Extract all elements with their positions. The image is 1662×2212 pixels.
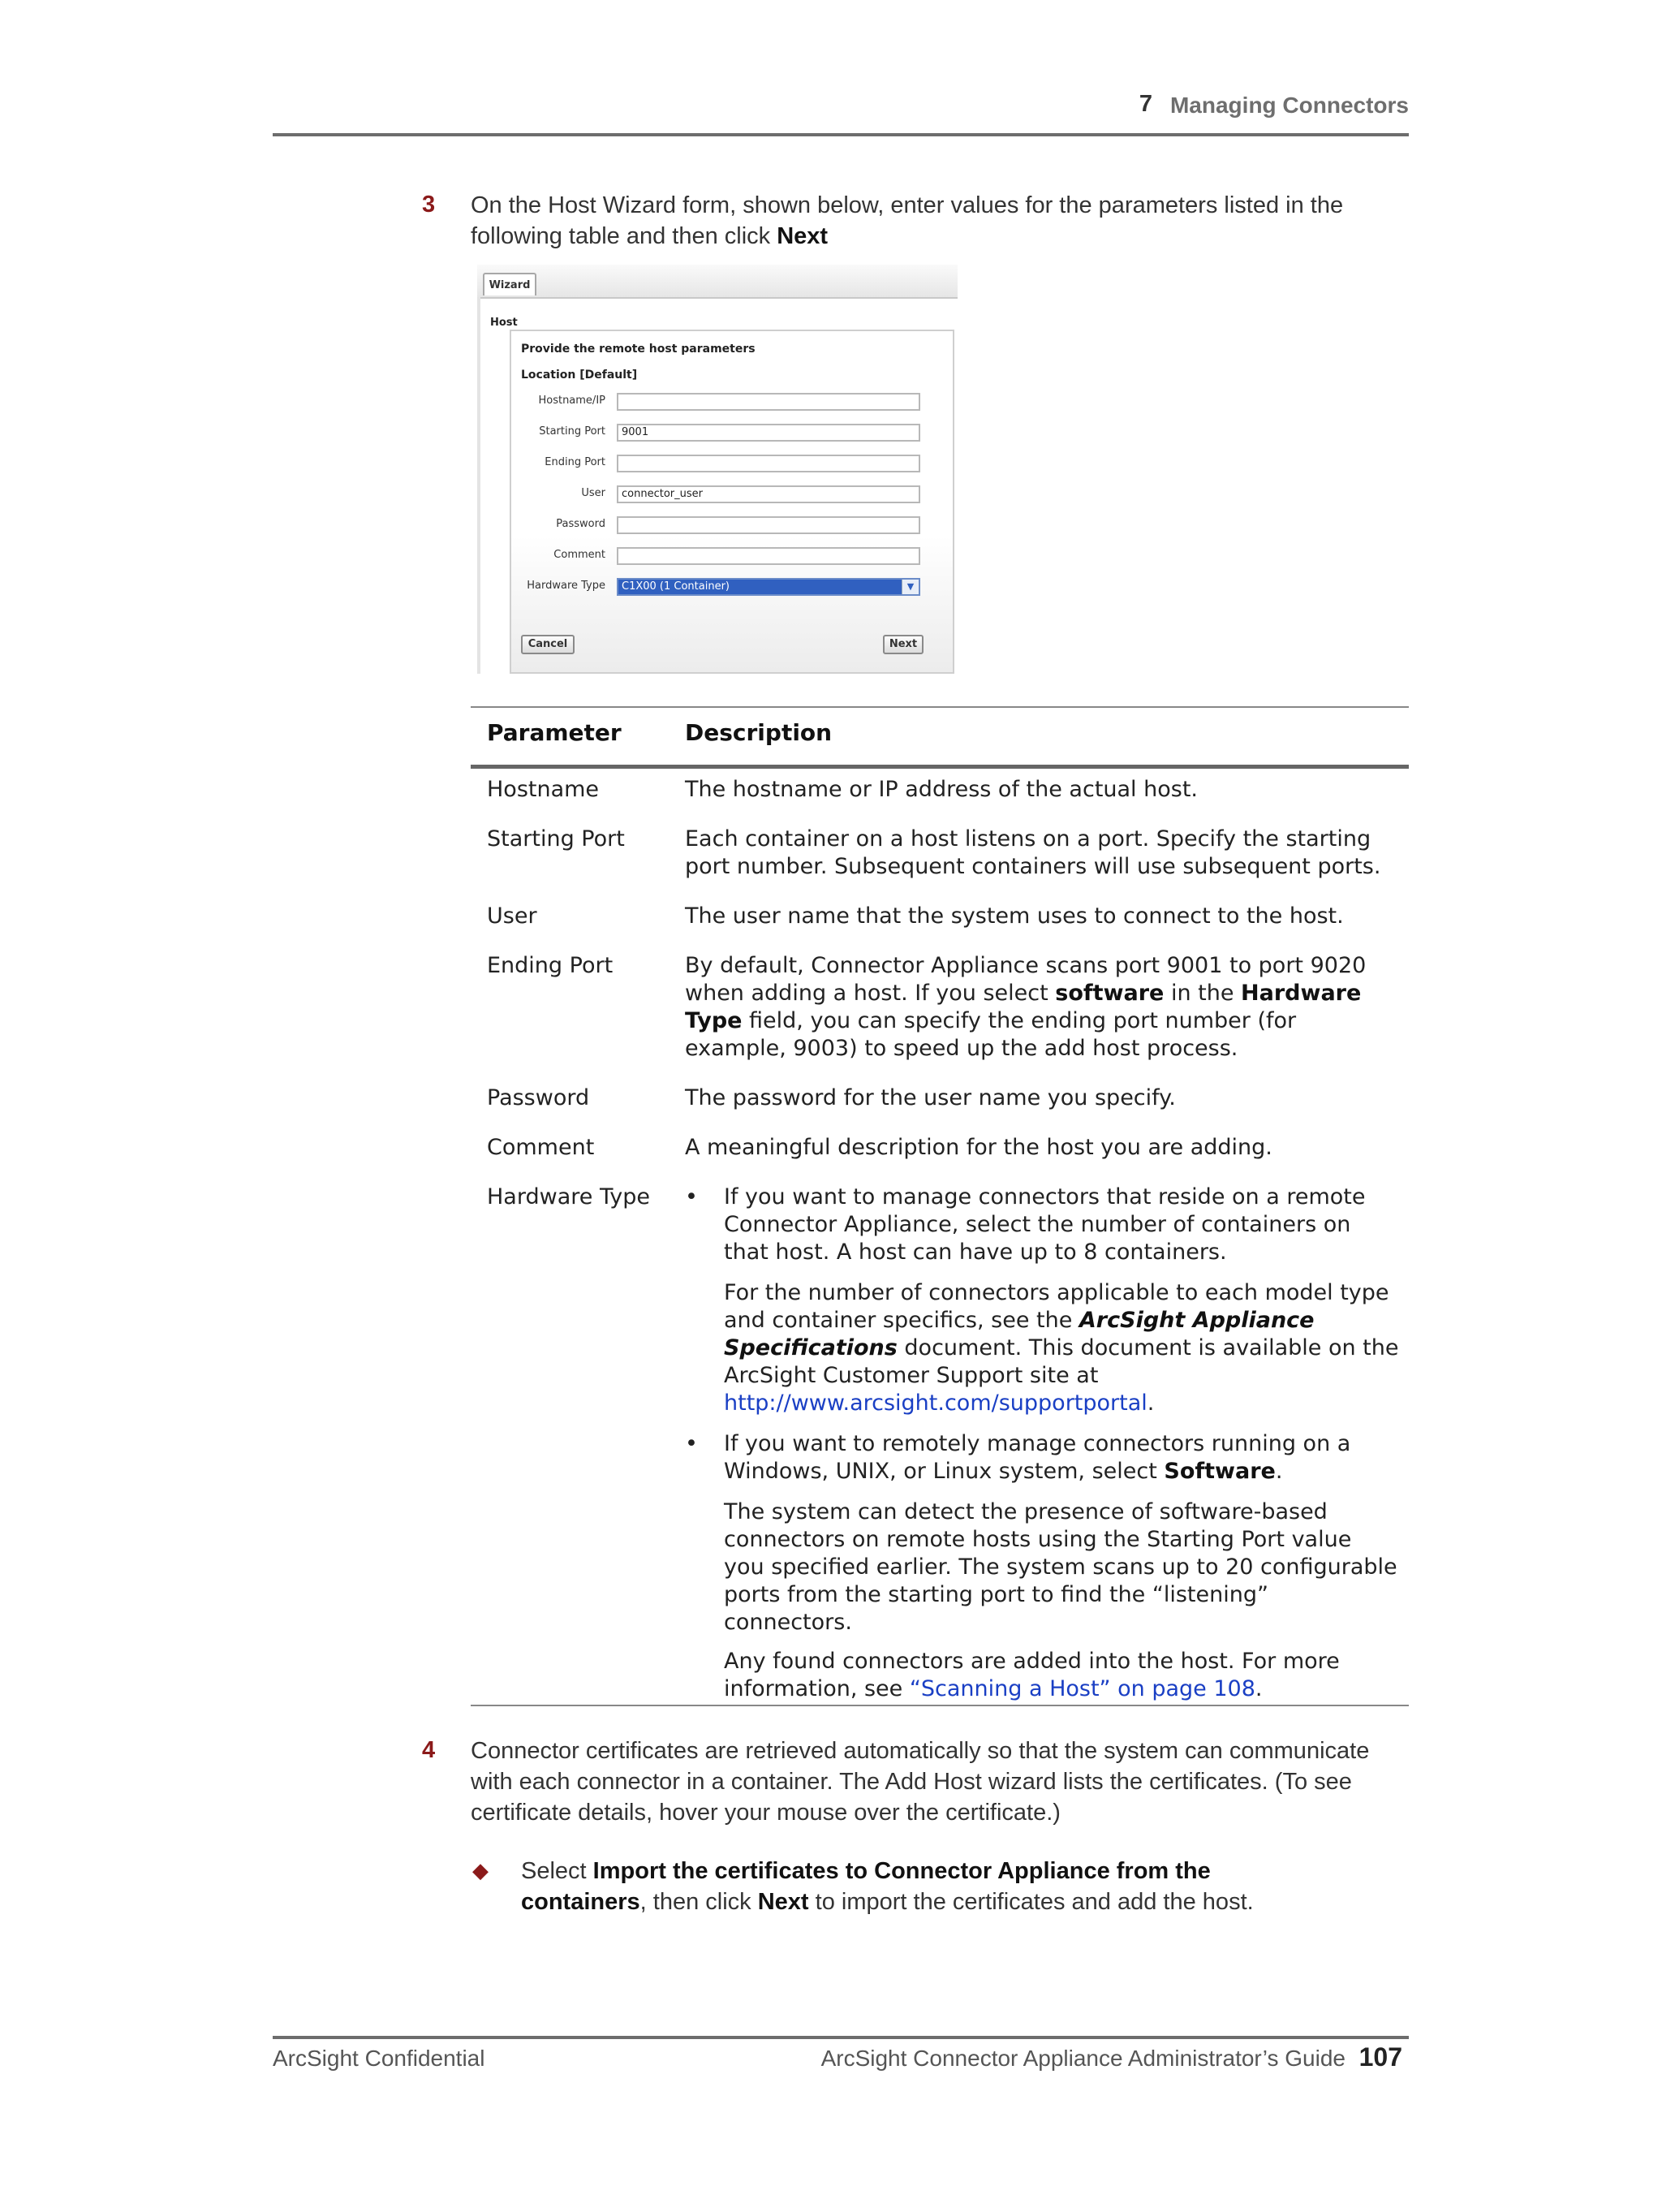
chevron-down-icon[interactable]: ▼ [902, 580, 919, 594]
hw-p2-l5: connectors. [724, 1610, 852, 1635]
panel-title: Provide the remote host parameters [521, 343, 756, 356]
step-4-sub-l1 [521, 1856, 1211, 1886]
hw-p1-l1: For the number of connectors applicable to each model type [724, 1280, 1389, 1305]
hw-p2-l2: connectors on remote hosts using the Starting Port value [724, 1527, 1352, 1552]
text-run: . [1275, 1459, 1283, 1484]
param-user: User [487, 903, 537, 929]
text-run: Windows, UNIX, or Linux system, select [724, 1459, 1165, 1484]
text-run: when adding a host. If you select [685, 981, 1056, 1006]
text-run: field, you can specify the ending port number (for [742, 1008, 1297, 1033]
text-run: and container specifics, see the [724, 1308, 1079, 1333]
bullet-2: • [685, 1431, 698, 1456]
text-run: Select [521, 1858, 593, 1884]
param-password: Password [487, 1085, 590, 1110]
desc-user: The user name that the system uses to connect to the host. [685, 903, 1344, 929]
desc-ending-port-l4: example, 9003) to speed up the add host process. [685, 1036, 1238, 1061]
desc-ending-port-l1: By default, Connector Appliance scans port 9001 to port 9020 [685, 953, 1367, 978]
bold-import-certificates: Import the certificates to Connector Appliance from the [592, 1858, 1211, 1884]
step-3-text [471, 190, 1412, 252]
col-header-parameter: Parameter [487, 719, 622, 746]
hw-b1-l1: If you want to manage connectors that reside on a remote [724, 1184, 1366, 1209]
wizard-tab-bar [477, 265, 958, 299]
table-header-rule [471, 765, 1409, 769]
step-3-number: 3 [422, 192, 436, 218]
cancel-button[interactable]: Cancel [521, 635, 575, 654]
hw-b1-l2: Connector Appliance, select the number of containers on [724, 1212, 1351, 1237]
hostname-input[interactable] [617, 393, 920, 411]
wizard-tab[interactable]: Wizard [483, 273, 536, 295]
hw-p1-l3 [724, 1335, 1399, 1362]
desc-starting-port-l1: Each container on a host listens on a port. Specify the starting [685, 826, 1371, 852]
step-4-number: 4 [422, 1737, 436, 1763]
hw-p2-l1: The system can detect the presence of software-based [724, 1499, 1328, 1524]
step-4-l1: Connector certificates are retrieved automatically so that the system can communicate [471, 1738, 1370, 1764]
page-number: 107 [1358, 2042, 1402, 2072]
hostname-label: Hostname/IP [538, 395, 605, 407]
desc-comment: A meaningful description for the host you are adding. [685, 1135, 1272, 1160]
step-3-text-before: On the Host Wizard form, shown below, enter values for the parameters listed in the following table and then click [471, 192, 1344, 249]
hw-p1-l4: ArcSight Customer Support site at [724, 1363, 1099, 1388]
chapter-number: 7 [1139, 91, 1152, 117]
chapter-title: Managing Connectors [1169, 93, 1409, 118]
wizard-left-edge [477, 297, 480, 674]
comment-label: Comment [553, 549, 605, 561]
param-hostname: Hostname [487, 777, 600, 802]
footer-guide-title: ArcSight Connector Appliance Administrator’s Guide [820, 2046, 1346, 2071]
wizard-panel [510, 330, 954, 674]
hardware-type-label: Hardware Type [527, 580, 605, 592]
hardware-type-value: C1X00 (1 Container) [622, 580, 730, 593]
step-3-next-bold: Next [777, 223, 829, 249]
hw-p2-l4: ports from the starting port to find the “listening” [724, 1582, 1268, 1607]
user-input[interactable]: connector_user [617, 485, 920, 503]
step-4-l2: with each connector in a container. The Add Host wizard lists the certificates. (To see [471, 1769, 1352, 1795]
doc-title-specifications: Specifications [724, 1335, 898, 1360]
password-input[interactable] [617, 516, 920, 534]
table-top-rule [471, 706, 1409, 708]
desc-starting-port-l2: port number. Subsequent containers will use subsequent ports. [685, 854, 1381, 879]
ending-port-label: Ending Port [545, 456, 605, 468]
text-run: information, see [724, 1676, 910, 1701]
doc-title-arcsight-appliance: ArcSight Appliance [1079, 1308, 1315, 1333]
starting-port-input[interactable]: 9001 [617, 424, 920, 442]
text-run: . [1147, 1391, 1155, 1416]
text-run: to import the certificates and add the host. [808, 1889, 1254, 1915]
page-header [273, 88, 1409, 136]
ending-port-input[interactable] [617, 455, 920, 472]
bullet-1: • [685, 1184, 698, 1209]
param-ending-port: Ending Port [487, 953, 614, 978]
hw-p3-l1: Any found connectors are added into the host. For more [724, 1649, 1340, 1674]
hw-b2-l2 [724, 1458, 1282, 1485]
host-wizard-screenshot [477, 265, 958, 674]
bold-type: Type [685, 1008, 743, 1033]
bold-software: software [1055, 981, 1165, 1006]
text-run: in the [1164, 981, 1242, 1006]
table-bottom-rule [471, 1705, 1409, 1706]
bold-containers: containers [521, 1889, 640, 1915]
text-run: , then click [639, 1889, 758, 1915]
hw-p1-l5 [724, 1390, 1154, 1417]
text-run: . [1255, 1676, 1263, 1701]
desc-ending-port-l2 [685, 980, 1361, 1007]
comment-input[interactable] [617, 547, 920, 565]
starting-port-label: Starting Port [539, 425, 605, 438]
step-4-l3: certificate details, hover your mouse over the certificate.) [471, 1800, 1061, 1826]
next-button[interactable]: Next [883, 635, 924, 654]
wizard-section-host: Host [490, 317, 518, 329]
bold-hardware: Hardware [1241, 981, 1362, 1006]
footer-rule [273, 2036, 1409, 2039]
desc-password: The password for the user name you specify. [685, 1085, 1176, 1110]
hardware-type-select[interactable] [617, 578, 920, 596]
hw-p3-l2 [724, 1675, 1262, 1703]
hw-b2-l1: If you want to remotely manage connectors running on a [724, 1431, 1351, 1456]
user-label: User [581, 487, 605, 499]
param-hardware-type: Hardware Type [487, 1184, 650, 1209]
desc-ending-port-l3 [685, 1007, 1296, 1035]
col-header-description: Description [685, 719, 833, 746]
diamond-bullet-icon: ◆ [472, 1859, 489, 1883]
hw-p2-l3: you specified earlier. The system scans up to 20 configurable [724, 1554, 1397, 1580]
hw-b1-l3: that host. A host can have up to 8 containers. [724, 1240, 1227, 1265]
bold-next: Next [757, 1889, 809, 1915]
text-run: document. This document is available on the [897, 1335, 1399, 1360]
support-portal-link[interactable]: http://www.arcsight.com/supportportal [724, 1391, 1147, 1416]
desc-hostname: The hostname or IP address of the actual host. [685, 777, 1199, 802]
scanning-a-host-link[interactable]: “Scanning a Host” on page 108 [909, 1676, 1255, 1701]
footer-confidential: ArcSight Confidential [273, 2046, 485, 2071]
bold-software: Software [1164, 1459, 1276, 1484]
param-comment: Comment [487, 1135, 595, 1160]
param-starting-port: Starting Port [487, 826, 625, 852]
step-4-sub-l2 [521, 1886, 1254, 1917]
location-label: Location [Default] [521, 369, 638, 382]
password-label: Password [556, 518, 605, 530]
hw-p1-l2 [724, 1307, 1315, 1335]
